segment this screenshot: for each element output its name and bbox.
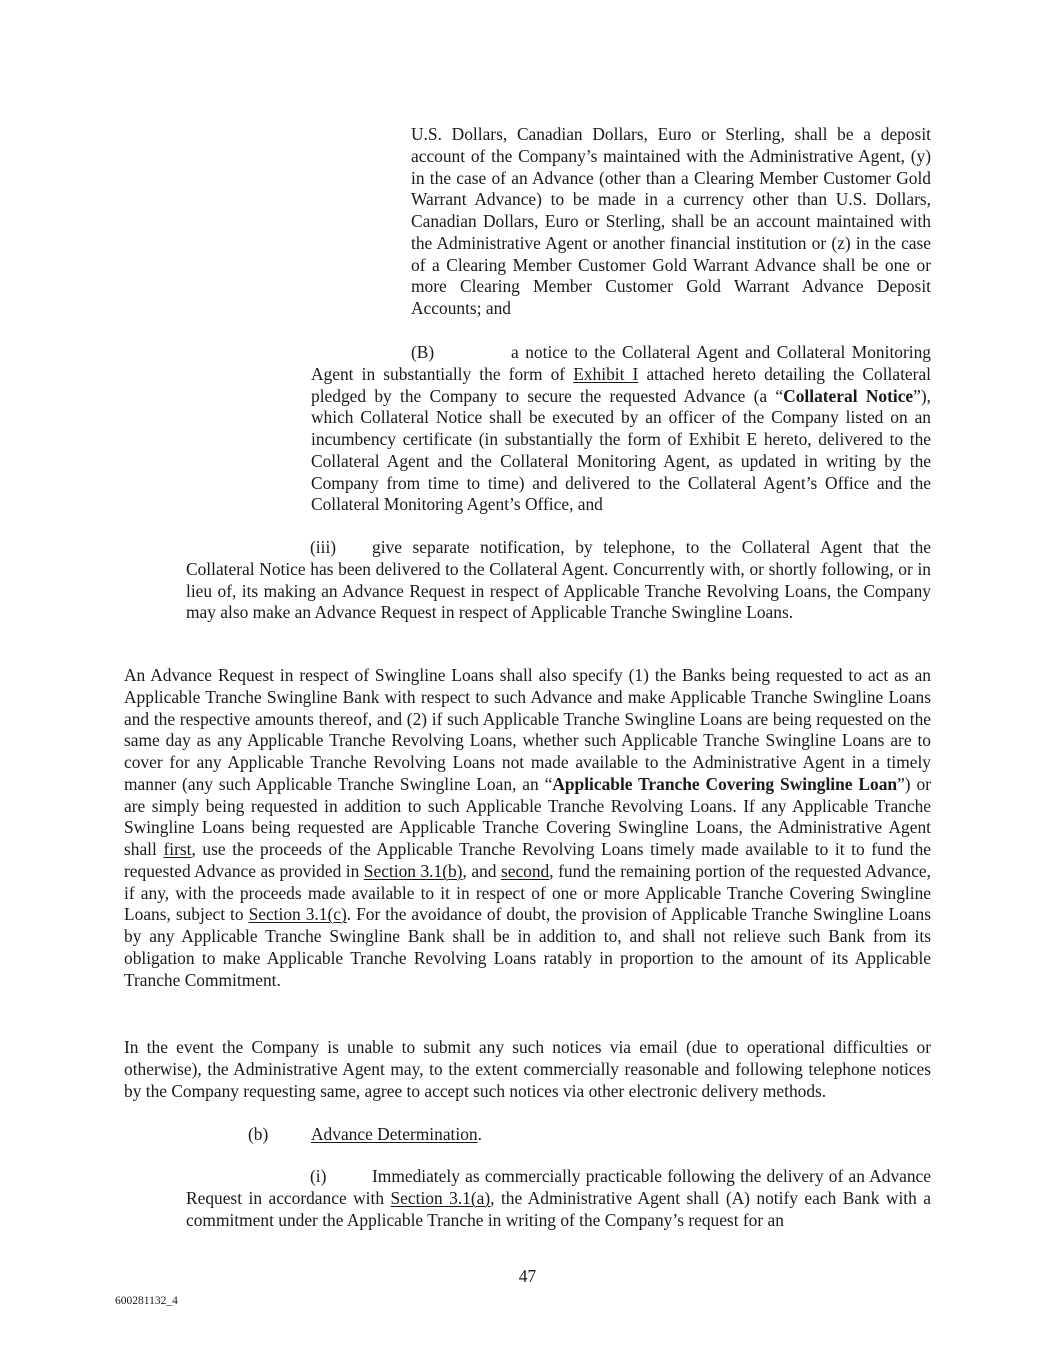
paragraph-telephone-notification [186, 537, 931, 624]
emphasis-second: second [500, 860, 550, 881]
paragraph-text: give separate notification, by telephone, to the Collateral Agent that the Collateral Notice has been delivered to the Collateral Agent. Concurrently with, or shortly following, or in lieu of, its making an Advance Request in respect of Applicable Tranche Revolving Loans, the Company may also make an Advance Request in respect of Applicable Tranche Swingline Loans. [186, 537, 931, 623]
paragraph-text: a notice to the Collateral Agent and Collateral Monitoring Agent in substantially the form of [311, 342, 931, 384]
clause-label: (B) [411, 342, 435, 362]
paragraph-text: , and [462, 860, 501, 881]
clause-label: (b) [248, 1124, 269, 1144]
paragraph-email-notices [124, 1037, 931, 1102]
clause-label: (i) [310, 1166, 327, 1186]
paragraph-text: ”) or are simply being requested in addition to such Applicable Tranche Revolving Loans. If any Applicable Tranche Swingline Loans being requested are Applicable Tranche Covering Swingline Loans, the Administrative Agent shall [124, 773, 931, 859]
paragraph-text: U.S. Dollars, Canadian Dollars, Euro or Sterling, shall be a deposit account of the Company’s maintained with the Administrative Agent, (y) in the case of an Advance (other than a Clearing Member Customer Gold Warrant Advance) to be made in a currency other than U.S. Dollars, Canadian Dollars, Euro or Sterling, shall be an account maintained with the Administrative Agent or another financial institution or (z) in the case of a Clearing Member Customer Gold Warrant Advance shall be one or more Clearing Member Customer Gold Warrant Advance Deposit Accounts; and [411, 124, 931, 318]
section-3-1-a-link[interactable]: Section 3.1(a) [390, 1187, 491, 1208]
emphasis-first: first [163, 839, 192, 859]
defined-term: Applicable Tranche Covering Swingline Loan [552, 773, 898, 794]
paragraph-text: , the Administrative Agent shall (A) notify each Bank with a commitment under the Applicable Tranche in writing of the Company’s request for an [186, 1187, 931, 1230]
page-number: 47 [518, 1266, 537, 1286]
paragraph-text: In the event the Company is unable to submit any such notices via email (due to operational difficulties or otherwise), the Administrative Agent may, to the extent commercially reasonable and following telephone notices by the Company requesting same, agree to accept such notices via other electronic delivery methods. [124, 1037, 931, 1101]
section-3-1-b-link[interactable]: Section 3.1(b) [363, 860, 463, 881]
paragraph-text: . For the avoidance of doubt, the provision of Applicable Tranche Swingline Loans by any Applicable Tranche Swingline Bank shall be in addition to, and shall not relieve such Bank from its obligation to make Applicable Tranche Revolving Loans ratably in proportion to the amount of its Applicable Tranche Commitment. [124, 904, 931, 990]
paragraph-collateral-notice [311, 342, 931, 516]
paragraph-text: Immediately as commercially practicable following the delivery of an Advance Request in accordance with [186, 1166, 931, 1208]
paragraph-swingline-request [124, 665, 931, 991]
paragraph-deposit-account [411, 124, 931, 320]
section-3-1-c-link[interactable]: Section 3.1(c) [248, 904, 347, 925]
paragraph-text: , use the proceeds of the Applicable Tranche Revolving Loans timely made available to it to fund the requested Advance as provided in [124, 839, 931, 881]
document-id: 600281132_4 [115, 1295, 178, 1307]
exhibit-i-link[interactable]: Exhibit I [573, 363, 639, 384]
paragraph-text: ”), which Collateral Notice shall be executed by an officer of the Company listed on an incumbency certificate (in substantially the form of Exhibit E hereto, delivered to the Collateral Agent and the Collateral Monitoring Agent, as updated in writing by the Company from time to time) and delivered to the Collateral Agent’s Office and the Collateral Monitoring Agent’s Office, and [311, 385, 931, 515]
clause-label: (iii) [310, 537, 337, 557]
paragraph-text: , fund the remaining portion of the requested Advance, if any, with the proceeds made available to it in respect of one or more Applicable Tranche Covering Swingline Loans, subject to [124, 860, 932, 925]
defined-term: Collateral Notice [783, 385, 914, 406]
paragraph-text: An Advance Request in respect of Swingline Loans shall also specify (1) the Banks being requested to act as an Applicable Tranche Swingline Bank with respect to such Advance and make Applicable Tranche Swingline Loans and the respective amounts thereof, and (2) if such Applicable Tranche Swingline Loans are being requested on the same day as any Applicable Tranche Revolving Loans, whether such Applicable Tranche Swingline Loans are to cover for any Applicable Tranche Revolving Loans not made available to the Administrative Agent in a timely manner (any such Applicable Tranche Swingline Loan, an “ [124, 665, 931, 794]
section-heading-advance-determination [248, 1124, 931, 1146]
paragraph-immediate-notification [186, 1166, 931, 1231]
section-heading-text: Advance Determination [311, 1124, 478, 1144]
heading-period: . [477, 1124, 482, 1144]
paragraph-text: attached hereto detailing the Collateral pledged by the Company to secure the requested Advance (a “ [311, 363, 931, 406]
